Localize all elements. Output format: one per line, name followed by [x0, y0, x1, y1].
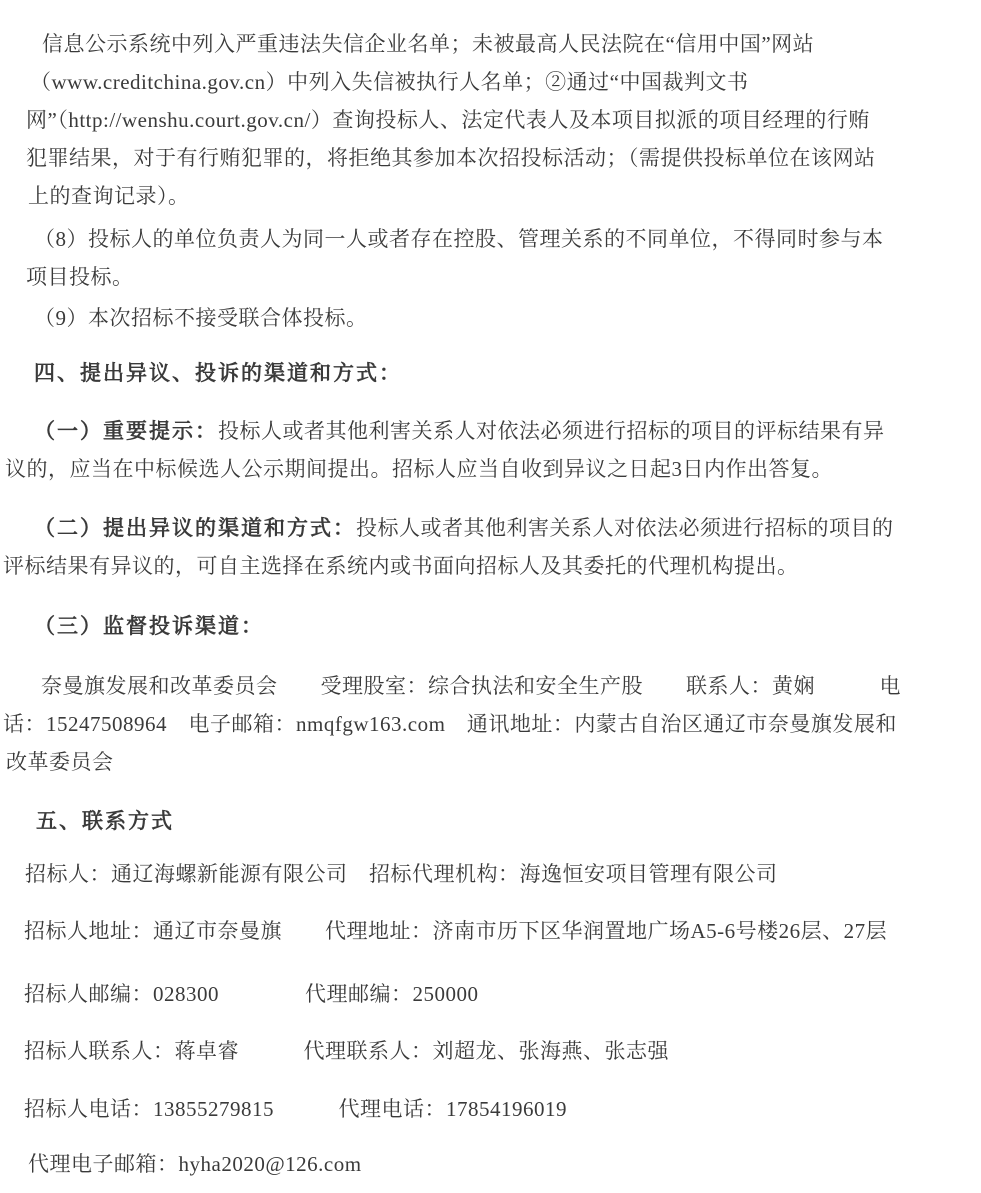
line-item8-2	[0, 258, 981, 296]
line-item8-1	[0, 220, 981, 258]
line-text: 招标人联系人：蒋卓睿 代理联系人：刘超龙、张海燕、张志强	[24, 1039, 669, 1063]
line-tenderer-and-agency	[0, 855, 981, 893]
heading-text: （三）监督投诉渠道：	[34, 614, 264, 638]
line-postcodes	[0, 975, 981, 1013]
line-objection-channel-2	[0, 547, 981, 585]
line-important-notice-1	[0, 412, 981, 450]
line-text: 话：15247508964 电子邮箱：nmqfgw163.com 通讯地址：内蒙古自治区通辽市奈曼旗发展和	[3, 712, 897, 736]
heading-section-four	[0, 354, 981, 392]
line-text: （8）投标人的单位负责人为同一人或者存在控股、管理关系的不同单位，不得同时参与本	[34, 227, 884, 251]
line-text: 招标人邮编：028300 代理邮编：250000	[24, 982, 479, 1006]
line-text: （9）本次招标不接受联合体投标。	[34, 306, 368, 330]
bold-label: （一）重要提示：	[34, 419, 218, 443]
line-supervision-contact-3	[0, 743, 981, 781]
line-text: 代理电子邮箱：hyha2020@126.com	[28, 1152, 362, 1176]
line-text: 投标人或者其他利害关系人对依法必须进行招标的项目的	[356, 516, 894, 540]
line-text: 信息公示系统中列入严重违法失信企业名单；未被最高人民法院在“信用中国”网站	[42, 32, 815, 56]
line-phones	[0, 1090, 981, 1128]
bold-label: （二）提出异议的渠道和方式：	[34, 516, 356, 540]
line-item9	[0, 299, 981, 337]
heading-text: 五、联系方式	[36, 809, 174, 833]
line-text: 改革委员会	[6, 750, 114, 774]
heading-text: 四、提出异议、投诉的渠道和方式：	[34, 361, 402, 385]
heading-section-five	[0, 802, 981, 840]
line-credit-blacklist-3	[0, 101, 981, 139]
line-supervision-contact-1	[0, 667, 981, 705]
line-credit-blacklist-5	[0, 177, 981, 215]
heading-supervision-channel	[0, 607, 981, 645]
line-contact-persons	[0, 1032, 981, 1070]
line-text: 犯罪结果，对于有行贿犯罪的，将拒绝其参加本次招投标活动；（需提供投标单位在该网站	[26, 146, 876, 170]
line-text: 项目投标。	[26, 265, 134, 289]
line-agency-email	[0, 1145, 981, 1183]
line-credit-blacklist-1	[0, 25, 981, 63]
line-credit-blacklist-2	[0, 63, 981, 101]
line-text: 招标人地址：通辽市奈曼旗 代理地址：济南市历下区华润置地广场A5-6号楼26层、27层	[24, 919, 888, 943]
line-text: 议的，应当在中标候选人公示期间提出。招标人应当自收到异议之日起3日内作出答复。	[5, 457, 833, 481]
line-objection-channel-1	[0, 509, 981, 547]
line-text: （www.creditchina.gov.cn）中列入失信被执行人名单；②通过“中国裁判文书	[30, 70, 749, 94]
line-text: 招标人：通辽海螺新能源有限公司 招标代理机构：海逸恒安项目管理有限公司	[25, 862, 778, 886]
line-text: 奈曼旗发展和改革委员会 受理股室：综合执法和安全生产股 联系人：黄娴 电	[41, 674, 901, 698]
line-addresses	[0, 912, 981, 950]
line-supervision-contact-2	[0, 705, 981, 743]
line-credit-blacklist-4	[0, 139, 981, 177]
line-text: 投标人或者其他利害关系人对依法必须进行招标的项目的评标结果有异	[218, 419, 885, 443]
line-text: 评标结果有异议的，可自主选择在系统内或书面向招标人及其委托的代理机构提出。	[3, 554, 799, 578]
line-important-notice-2	[0, 450, 981, 488]
line-text: 网”（http://wenshu.court.gov.cn/）查询投标人、法定代表人及本项目拟派的项目经理的行贿	[26, 108, 870, 132]
line-text: 招标人电话：13855279815 代理电话：17854196019	[24, 1097, 567, 1121]
line-text: 上的查询记录）。	[28, 184, 190, 208]
